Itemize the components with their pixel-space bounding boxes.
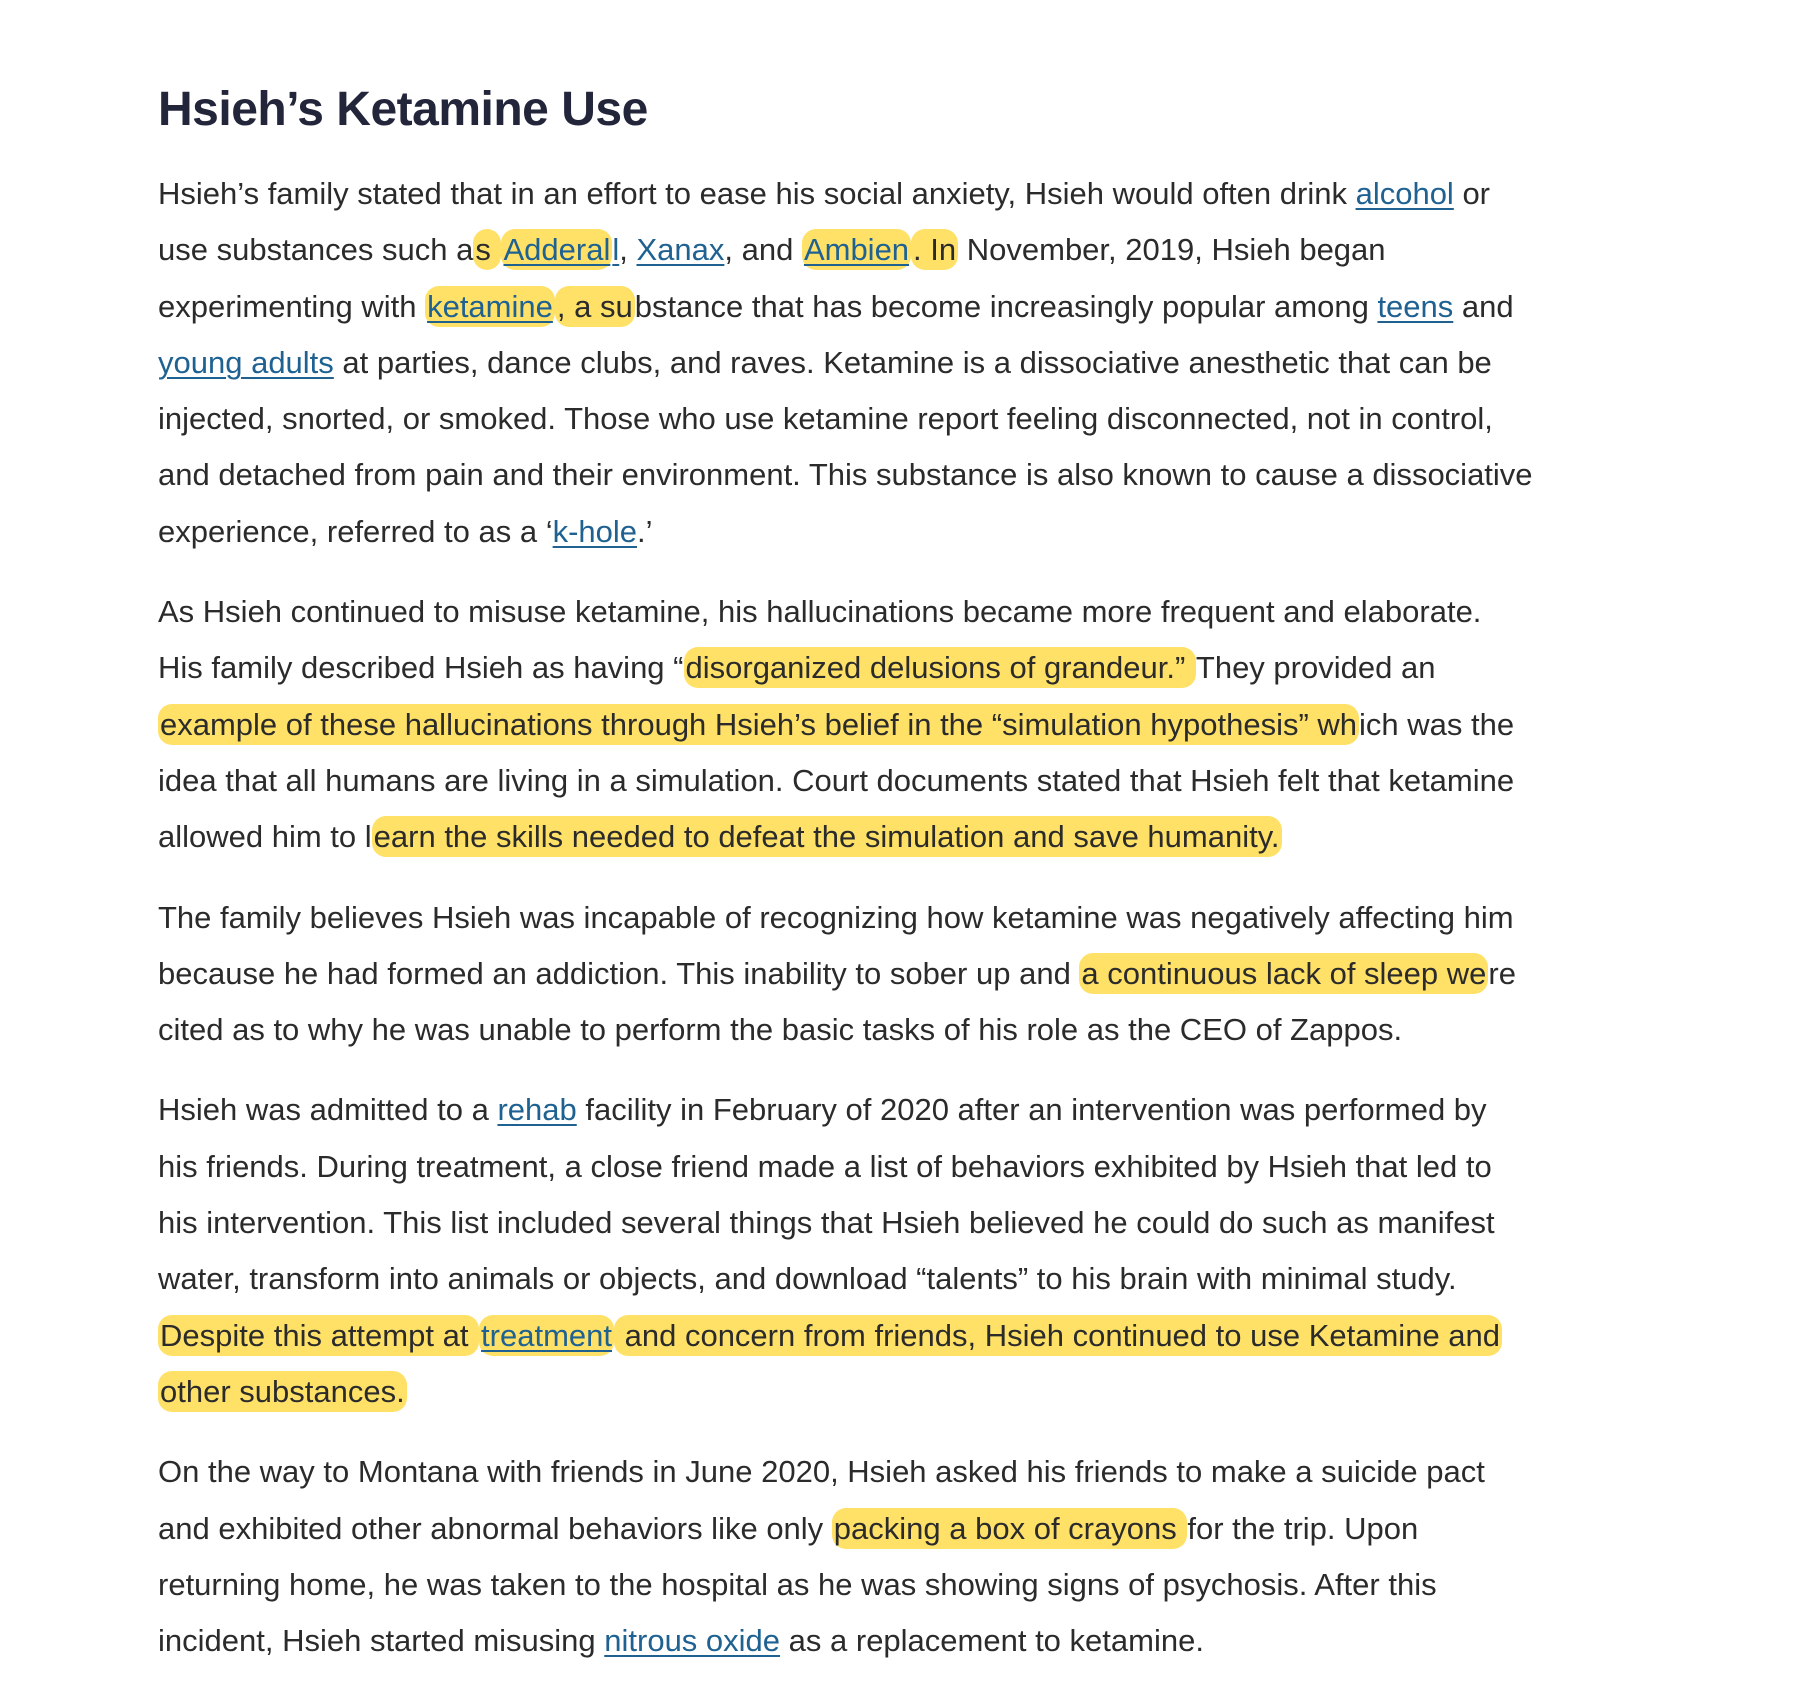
text-run: and exhibited other abnormal behaviors like only (158, 1510, 832, 1546)
text-run: cited as to why he was unable to perform the basic tasks of his role as the CEO of Zappos. (158, 1012, 1403, 1048)
paragraph-2 (158, 584, 1668, 865)
text-run: , a su (556, 288, 633, 324)
text-run: Despite this attempt at (160, 1317, 478, 1353)
text-run: use substances such a (158, 232, 474, 268)
highlight (832, 1508, 1188, 1549)
text-run: as a replacement to ketamine. (780, 1623, 1204, 1659)
text-run: and concern from friends, Hsieh continued to use Ketamine and (616, 1317, 1501, 1353)
highlight (158, 1371, 407, 1412)
article-title: Hsieh’s Ketamine Use (158, 83, 648, 136)
highlight (555, 286, 635, 327)
paragraph-4 (158, 1082, 1668, 1420)
text-run: example of these hallucinations through Hsieh’s belief in the “simulation hypothesis” wh (160, 706, 1358, 742)
text-run: .’ (637, 513, 653, 549)
text-run: Hsieh was admitted to a (158, 1092, 498, 1128)
highlight (1079, 953, 1488, 994)
paragraph-5 (158, 1444, 1668, 1669)
text-run: water, transform into animals or objects, and download “talents” to his brain with minimal study. (158, 1261, 1457, 1297)
text-run: his friends. During treatment, a close friend made a list of behaviors exhibited by Hsieh that led to (158, 1148, 1492, 1184)
highlight (473, 229, 501, 270)
highlight (158, 704, 1359, 745)
highlight (158, 1315, 479, 1356)
inline-link[interactable]: rehab (497, 1092, 577, 1128)
inline-link[interactable]: treatment (481, 1317, 612, 1353)
inline-link[interactable]: ketamine (427, 288, 553, 324)
highlight (614, 1315, 1502, 1356)
text-run: As Hsieh continued to misuse ketamine, his hallucinations became more frequent and elaborate. (158, 594, 1482, 630)
text-run: for the trip. Upon (1187, 1510, 1419, 1546)
text-run: allowed him to l (158, 819, 372, 855)
inline-link[interactable]: Ambien (803, 232, 910, 268)
text-run: experimenting with (158, 288, 426, 324)
text-run: packing a box of crayons (833, 1510, 1186, 1546)
text-run: idea that all humans are living in a simulation. Court documents stated that Hsieh felt that ketamine (158, 762, 1515, 798)
text-run: November, 2019, Hsieh began (958, 232, 1386, 268)
text-run: facility in February of 2020 after an intervention was performed by (576, 1092, 1487, 1128)
text-run: They provided an (1195, 650, 1436, 686)
highlight (425, 286, 555, 327)
highlight (501, 229, 612, 270)
text-run: , and (724, 232, 802, 268)
text-run: a continuous lack of sleep we (1081, 955, 1487, 991)
inline-link[interactable]: l (612, 232, 620, 268)
highlight (802, 229, 911, 270)
text-run: Hsieh’s family stated that in an effort to ease his social anxiety, Hsieh would often drink (158, 176, 1356, 211)
text-run: disorganized delusions of grandeur.” (685, 650, 1194, 686)
text-run: His family described Hsieh as having “ (158, 650, 684, 686)
inline-link[interactable]: young adults (158, 344, 334, 380)
paragraph-3 (158, 890, 1668, 1059)
text-run: The family believes Hsieh was incapable of recognizing how ketamine was negatively affecting him (158, 899, 1514, 935)
article-body (158, 166, 1668, 1669)
text-run: On the way to Montana with friends in June 2020, Hsieh asked his friends to make a suicide pact (158, 1454, 1485, 1490)
text-run: or (1453, 176, 1491, 211)
inline-link[interactable]: k-hole (552, 513, 638, 549)
text-run: , (619, 232, 637, 268)
text-run: . In (913, 232, 957, 268)
text-run: because he had formed an addiction. This inability to sober up and (158, 955, 1080, 991)
paragraph-1 (158, 166, 1668, 560)
highlight (684, 647, 1196, 688)
highlight (911, 229, 958, 270)
text-run: experience, referred to as a ‘ (158, 513, 553, 549)
text-run: returning home, he was taken to the hospital as he was showing signs of psychosis. After this (158, 1566, 1437, 1602)
text-run: s (475, 232, 500, 268)
text-run: injected, snorted, or smoked. Those who use ketamine report feeling disconnected, not in control, (158, 401, 1493, 437)
text-run: at parties, dance clubs, and raves. Ketamine is a dissociative anesthetic that can be (333, 344, 1492, 380)
text-run: bstance that has become increasingly popular among (634, 288, 1378, 324)
text-run: earn the skills needed to defeat the simulation and save humanity. (373, 819, 1280, 855)
inline-link[interactable]: nitrous oxide (604, 1623, 781, 1659)
text-run: incident, Hsieh started misusing (158, 1623, 605, 1659)
inline-link[interactable]: alcohol (1355, 176, 1454, 211)
highlight (372, 816, 1282, 857)
text-run: ich was the (1359, 706, 1515, 742)
article (158, 60, 1668, 1693)
text-run: his intervention. This list included several things that Hsieh believed he could do such as manifest (158, 1205, 1495, 1241)
text-run: other substances. (160, 1373, 405, 1409)
inline-link[interactable]: Adderal (503, 232, 611, 268)
text-run: and detached from pain and their environment. This substance is also known to cause a dissociative (158, 457, 1533, 493)
text-run: and (1453, 288, 1514, 324)
highlight (479, 1315, 614, 1356)
inline-link[interactable]: Xanax (636, 232, 725, 268)
inline-link[interactable]: teens (1377, 288, 1454, 324)
text-run: re (1488, 955, 1516, 991)
